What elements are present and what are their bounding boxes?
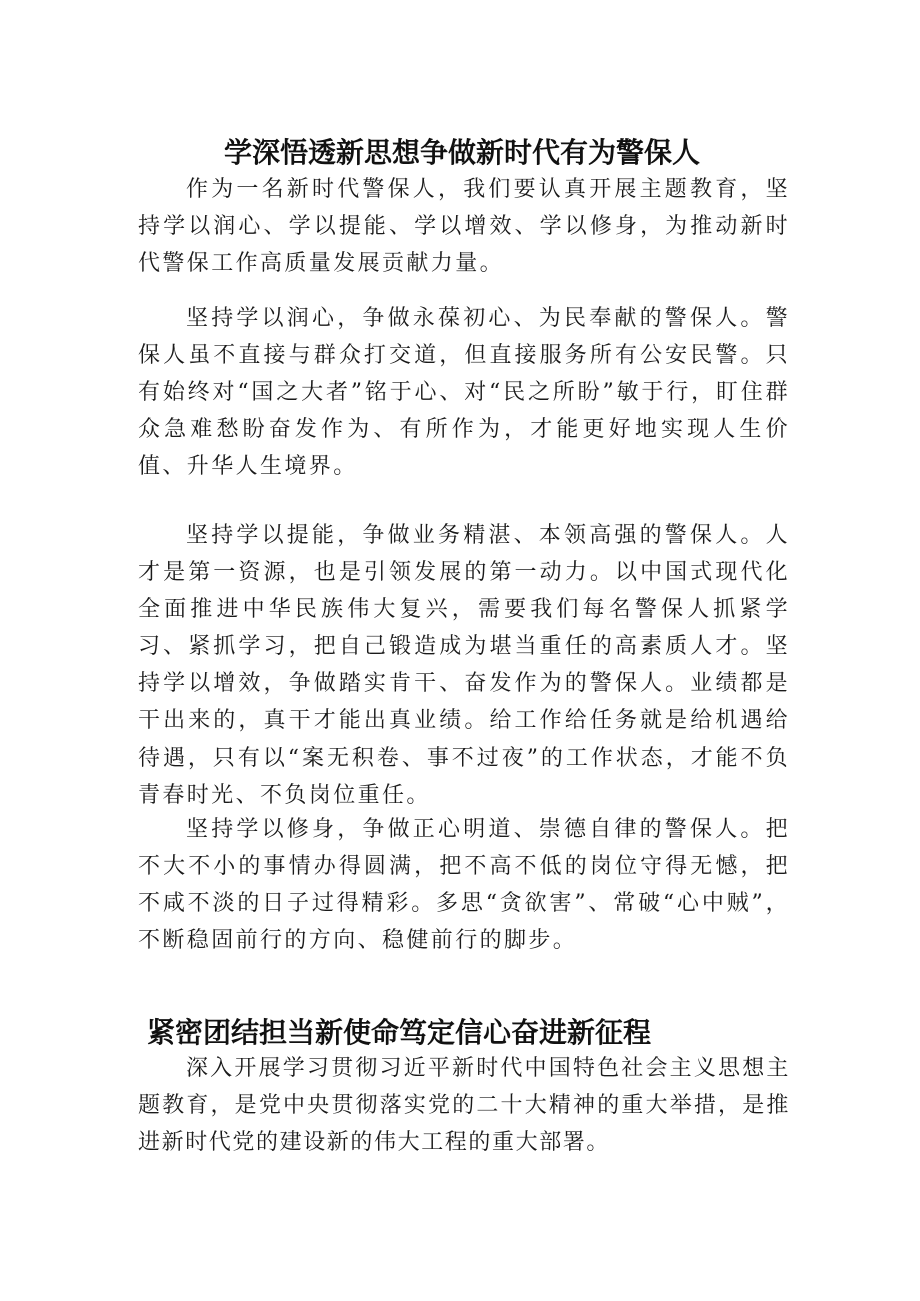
section-2-paragraph-1: 深入开展学习贯彻习近平新时代中国特色社会主义思想主题教育，是党中央贯彻落实党的二十大精神的重大举措，是推进新时代党的建设新的伟大工程的重大部署。 xyxy=(138,1056,790,1156)
section-1-paragraph-2: 坚持学以润心，争做永葆初心、为民奉献的警保人。警保人虽不直接与群众打交道，但直接服务所有公安民警。只有始终对“国之大者”铭于心、对“民之所盼”敏于行，盯住群众急难愁盼奋发作为、有所作为，才能更好地实现人生价值、升华人生境界。 xyxy=(138,306,790,480)
section-1-title: 学深悟透新思想争做新时代有为警保人 xyxy=(223,135,700,169)
section-1-paragraph-3: 坚持学以提能，争做业务精湛、本领高强的警保人。人才是第一资源，也是引领发展的第一动力。以中国式现代化全面推进中华民族伟大复兴，需要我们每名警保人抓紧学习、紧抓学习，把自己锻造成为堪当重任的高素质人才。坚持学以增效，争做踏实肯干、奋发作为的警保人。业绩都是干出来的，真干才能出真业绩。给工作给任务就是给机遇给待遇，只有以“案无积卷、事不过夜”的工作状态，才能不负青春时光、不负岗位重任。 xyxy=(138,523,790,808)
section-1-paragraph-1: 作为一名新时代警保人，我们要认真开展主题教育，坚持学以润心、学以提能、学以增效、学以修身，为推动新时代警保工作高质量发展贡献力量。 xyxy=(138,177,790,277)
section-1-paragraph-4: 坚持学以修身，争做正心明道、崇德自律的警保人。把不大不小的事情办得圆满，把不高不低的岗位守得无憾，把不咸不淡的日子过得精彩。多思“贪欲害”、常破“心中贼”，不断稳固前行的方向、稳健前行的脚步。 xyxy=(138,817,790,954)
section-2-title: 紧密团结担当新使命笃定信心奋进新征程 xyxy=(147,1016,652,1050)
